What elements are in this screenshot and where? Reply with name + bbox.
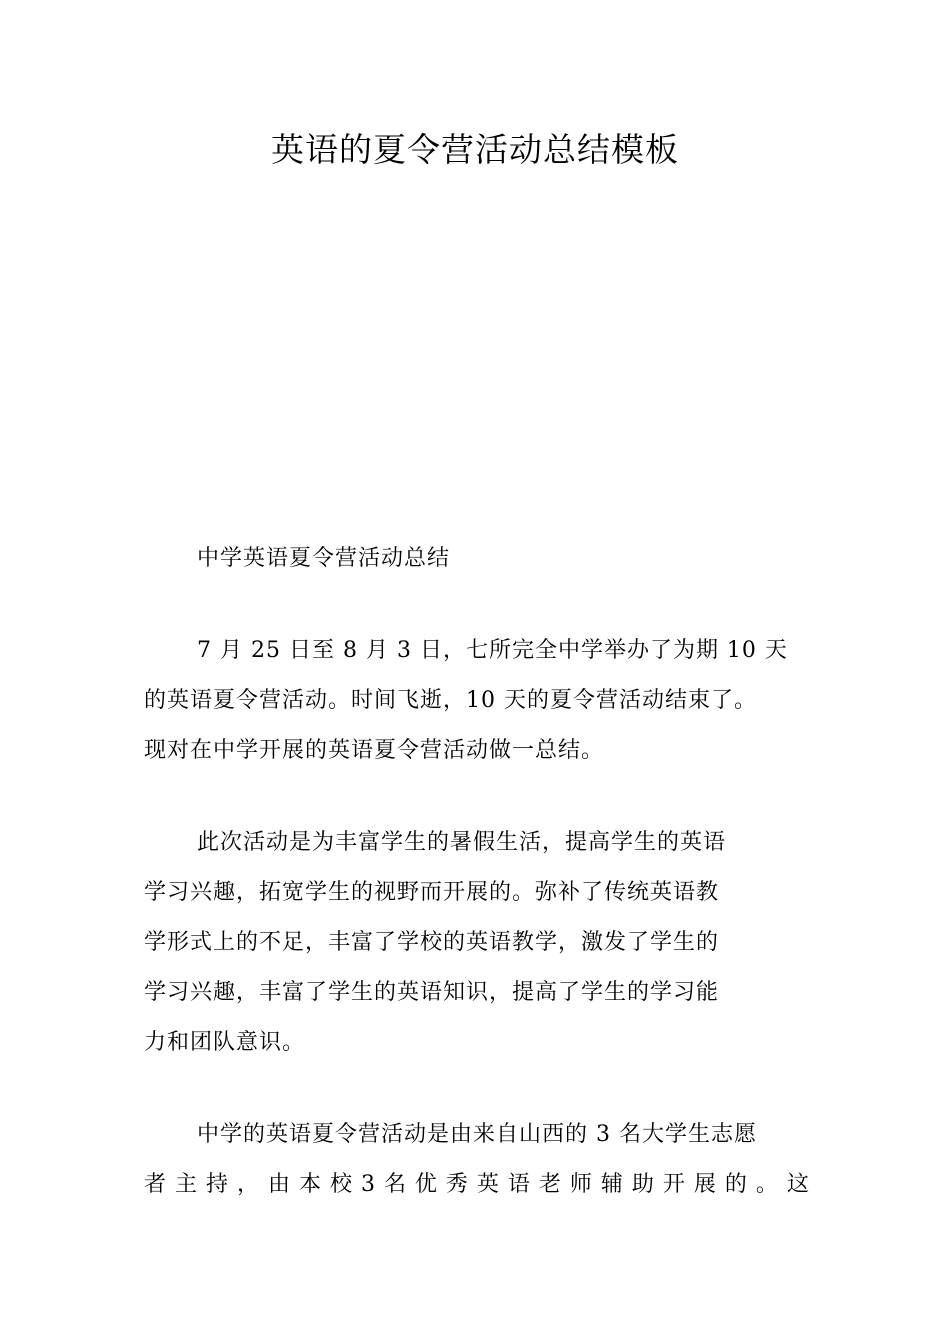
paragraph-line: 7 月 25 日至 8 月 3 日，七所完全中学举办了为期 10 天: [197, 638, 788, 663]
heading-text: 中学英语夏令营活动总结: [197, 546, 451, 571]
paragraph-line: 的英语夏令营活动。时间飞逝，10 天的夏令营活动结束了。: [144, 688, 757, 713]
paragraph-3: [144, 1110, 814, 1210]
paragraph-line: 学形式上的不足，丰富了学校的英语教学，激发了学生的: [144, 930, 720, 955]
paragraph-line: 学习兴趣，拓宽学生的视野而开展的。弥补了传统英语教: [144, 880, 720, 905]
paragraph-1: [144, 626, 814, 776]
document-title: 英语的夏令营活动总结模板: [271, 130, 679, 169]
section-heading: [144, 534, 814, 584]
paragraph-2: [144, 818, 814, 1068]
paragraph-line: 此次活动是为丰富学生的暑假生活，提高学生的英语: [197, 830, 727, 855]
paragraph-line: 者 主 持 ， 由 本 校 3 名 优 秀 英 语 老 师 辅 助 开 展 的 。 这: [144, 1172, 810, 1197]
paragraph-line: 中学的英语夏令营活动是由来自山西的 3 名大学生志愿: [197, 1122, 757, 1147]
paragraph-line: 力和团队意识。: [144, 1030, 306, 1055]
document-body: [144, 534, 814, 1252]
paragraph-line: 学习兴趣，丰富了学生的英语知识，提高了学生的学习能: [144, 980, 720, 1005]
paragraph-line: 现对在中学开展的英语夏令营活动做一总结。: [144, 738, 605, 763]
